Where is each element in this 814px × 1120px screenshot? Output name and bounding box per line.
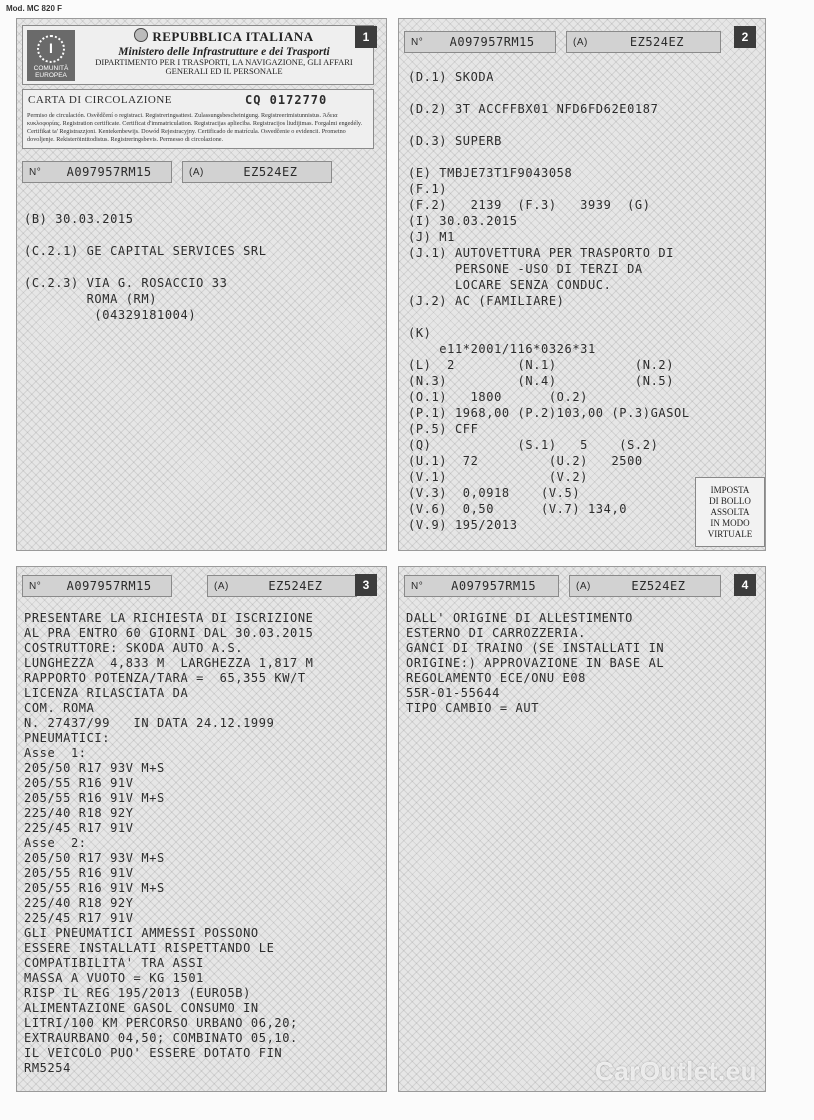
panel-number: 3 <box>355 574 377 596</box>
field-line: (04329181004) <box>24 308 197 322</box>
field-line: (P.5) CFF <box>408 422 479 436</box>
department-title: DIPARTIMENTO PER I TRASPORTI, LA NAVIGAZIONE, GLI AFFARI GENERALI ED IL PERSONALE <box>95 57 353 76</box>
field-line: (F.1) <box>408 182 448 196</box>
text-line: 225/45 R17 91V <box>24 821 134 835</box>
text-line: ORIGINE:) APPROVAZIONE IN BASE AL <box>406 656 665 670</box>
field-line <box>408 149 690 165</box>
text-line: DALL' ORIGINE DI ALLESTIMENTO <box>406 611 633 625</box>
text-line: COSTRUTTORE: SKODA AUTO A.S. <box>24 641 244 655</box>
annotations-text <box>24 611 314 1076</box>
field-line: (C.2.1) GE CAPITAL SERVICES SRL <box>24 244 267 258</box>
text-line: 205/55 R16 91V <box>24 866 134 880</box>
text-line: 205/55 R16 91V M+S <box>24 881 165 895</box>
registration-number: A097957RM15 <box>66 579 152 593</box>
field-line: PERSONE -USO DI TERZI DA <box>408 262 643 276</box>
field-line <box>408 85 690 101</box>
plate-number: EZ524EZ <box>631 579 686 593</box>
field-line: (C.2.3) VIA G. ROSACCIO 33 <box>24 276 228 290</box>
panel-1 <box>16 18 387 551</box>
text-line: MASSA A VUOTO = KG 1501 <box>24 971 204 985</box>
panel-number: 1 <box>355 26 377 48</box>
text-line: PRESENTARE LA RICHIESTA DI ISCRIZIONE <box>24 611 314 625</box>
annotations-text <box>406 611 664 716</box>
field-line: (D.1) SKODA <box>408 70 495 84</box>
registration-number: A097957RM15 <box>66 165 152 179</box>
panel-number: 4 <box>734 574 756 596</box>
republic-emblem-icon <box>134 28 148 42</box>
text-line: 205/50 R17 93V M+S <box>24 851 165 865</box>
field-line: (P.1) 1968,00 (P.2)103,00 (P.3)GASOL <box>408 406 690 420</box>
text-line: RISP IL REG 195/2013 (EURO5B) <box>24 986 251 1000</box>
registration-number: A097957RM15 <box>449 35 535 49</box>
field-line: (J.2) AC (FAMILIARE) <box>408 294 565 308</box>
text-line: COMPATIBILITA' TRA ASSI <box>24 956 204 970</box>
text-line: Asse 1: <box>24 746 87 760</box>
model-code: Mod. MC 820 F <box>6 4 63 13</box>
field-line: (D.3) SUPERB <box>408 134 502 148</box>
text-line: LITRI/100 KM PERCORSO URBANO 06,20; <box>24 1016 298 1030</box>
field-line: (Q) (S.1) 5 (S.2) <box>408 438 659 452</box>
text-line: REGOLAMENTO ECE/ONU E08 <box>406 671 586 685</box>
text-line: PNEUMATICI: <box>24 731 111 745</box>
field-line: ROMA (RM) <box>24 292 158 306</box>
text-line: GLI PNEUMATICI AMMESSI POSSONO <box>24 926 259 940</box>
field-line: (I) 30.03.2015 <box>408 214 518 228</box>
text-line: 205/55 R16 91V M+S <box>24 791 165 805</box>
text-line: 225/40 R18 92Y <box>24 806 134 820</box>
panel-number: 2 <box>734 26 756 48</box>
plate-box: (A) EZ524EZ <box>182 161 332 183</box>
field-line: (V.3) 0,0918 (V.5) <box>408 486 581 500</box>
text-line: 205/50 R17 93V M+S <box>24 761 165 775</box>
document-translations: Permiso de circulación. Osvědčení o registraci. Registreringsattest. Zulassungsbescheinigung. Registreerimistunnistus. Άδεια κυκλοφορίας. Registration certificate. Certificat d'immatriculation. Registracijas apliecība. Registracijos liudijimas. Forgalmi engedély. Certifikat ta' Registrazzjoni. Kentekenbewijs. Dowód Rejestracyjny. Certificado de matrícula. Osvedčenie o evidencii. Prometno dovoljenje. Rekisteröintitodistus. Registreringsbevis. Permesso di circolazione. <box>27 112 363 143</box>
text-line: RM5254 <box>24 1061 71 1075</box>
registration-number-box: N° A097957RM15 <box>22 575 172 597</box>
registration-number-box: N° A097957RM15 <box>404 575 559 597</box>
text-line: EXTRAURBANO 04,50; COMBINATO 05,10. <box>24 1031 298 1045</box>
text-line: IL VEICOLO PUO' ESSERE DOTATO FIN <box>24 1046 283 1060</box>
plate-box: (A) EZ524EZ <box>207 575 357 597</box>
field-line: (E) TMBJE73T1F9043058 <box>408 166 573 180</box>
text-line: Asse 2: <box>24 836 87 850</box>
text-line: N. 27437/99 IN DATA 24.12.1999 <box>24 716 275 730</box>
text-line: LICENZA RILASCIATA DA <box>24 686 189 700</box>
panel-3 <box>16 566 387 1092</box>
ministry-title: Ministero delle Infrastrutture e dei Trasporti <box>118 46 330 58</box>
field-line: e11*2001/116*0326*31 <box>408 342 596 356</box>
panel-2 <box>398 18 766 551</box>
text-line: 225/40 R18 92Y <box>24 896 134 910</box>
field-line <box>24 227 267 243</box>
registration-number-box: N° A097957RM15 <box>22 161 172 183</box>
field-line: (V.6) 0,50 (V.7) 134,0 <box>408 502 628 516</box>
field-line: (D.2) 3T ACCFFBX01 NFD6FD62E0187 <box>408 102 659 116</box>
plate-box: (A) EZ524EZ <box>569 575 721 597</box>
plate-box: (A) EZ524EZ <box>566 31 721 53</box>
field-line <box>408 117 690 133</box>
text-line: LUNGHEZZA 4,833 M LARGHEZZA 1,817 M <box>24 656 314 670</box>
field-line: (V.9) 195/2013 <box>408 518 518 532</box>
field-line: (J.1) AUTOVETTURA PER TRASPORTO DI <box>408 246 675 260</box>
field-line: (O.1) 1800 (O.2) <box>408 390 588 404</box>
field-line: (K) <box>408 326 432 340</box>
panel-4 <box>398 566 766 1092</box>
field-line: (L) 2 (N.1) (N.2) <box>408 358 675 372</box>
republic-title: REPUBBLICA ITALIANA <box>152 29 314 44</box>
text-line: AL PRA ENTRO 60 GIORNI DAL 30.03.2015 <box>24 626 314 640</box>
plate-number: EZ524EZ <box>268 579 323 593</box>
document-code: CQ 0172770 <box>245 93 328 107</box>
field-line: (V.1) (V.2) <box>408 470 588 484</box>
registration-number-box: N° A097957RM15 <box>404 31 556 53</box>
field-line: (F.2) 2139 (F.3) 3939 (G) <box>408 198 651 212</box>
registration-number: A097957RM15 <box>451 579 537 593</box>
text-line: ESSERE INSTALLATI RISPETTANDO LE <box>24 941 275 955</box>
eu-label: COMUNITÀ EUROPEA <box>33 65 69 79</box>
document-header <box>22 25 374 85</box>
field-line <box>24 259 267 275</box>
text-line: GANCI DI TRAINO (SE INSTALLATI IN <box>406 641 665 655</box>
field-line: (N.3) (N.4) (N.5) <box>408 374 675 388</box>
plate-number: EZ524EZ <box>629 35 684 49</box>
text-line: RAPPORTO POTENZA/TARA = 65,355 KW/T <box>24 671 306 685</box>
text-line: 205/55 R16 91V <box>24 776 134 790</box>
field-line: (B) 30.03.2015 <box>24 212 134 226</box>
text-line: 55R-01-55644 <box>406 686 500 700</box>
field-line: (U.1) 72 (U.2) 2500 <box>408 454 643 468</box>
field-line: LOCARE SENZA CONDUC. <box>408 278 612 292</box>
text-line: ESTERNO DI CARROZZERIA. <box>406 626 586 640</box>
vehicle-fields <box>408 69 690 533</box>
text-line: ALIMENTAZIONE GASOL CONSUMO IN <box>24 1001 259 1015</box>
tax-stamp-box: IMPOSTA DI BOLLO ASSOLTA IN MODO VIRTUALE <box>695 477 765 547</box>
plate-number: EZ524EZ <box>243 165 298 179</box>
document-title: CARTA DI CIRCOLAZIONE <box>28 94 173 106</box>
text-line: 225/45 R17 91V <box>24 911 134 925</box>
watermark-logo: CarOutlet.eu <box>594 1056 757 1086</box>
eu-emblem-icon: I COMUNITÀ EUROPEA <box>27 30 75 81</box>
field-line: (J) M1 <box>408 230 455 244</box>
text-line: COM. ROMA <box>24 701 95 715</box>
text-line: TIPO CAMBIO = AUT <box>406 701 540 715</box>
holder-fields <box>24 211 267 323</box>
field-line <box>408 309 690 325</box>
document-title-box <box>22 89 374 149</box>
